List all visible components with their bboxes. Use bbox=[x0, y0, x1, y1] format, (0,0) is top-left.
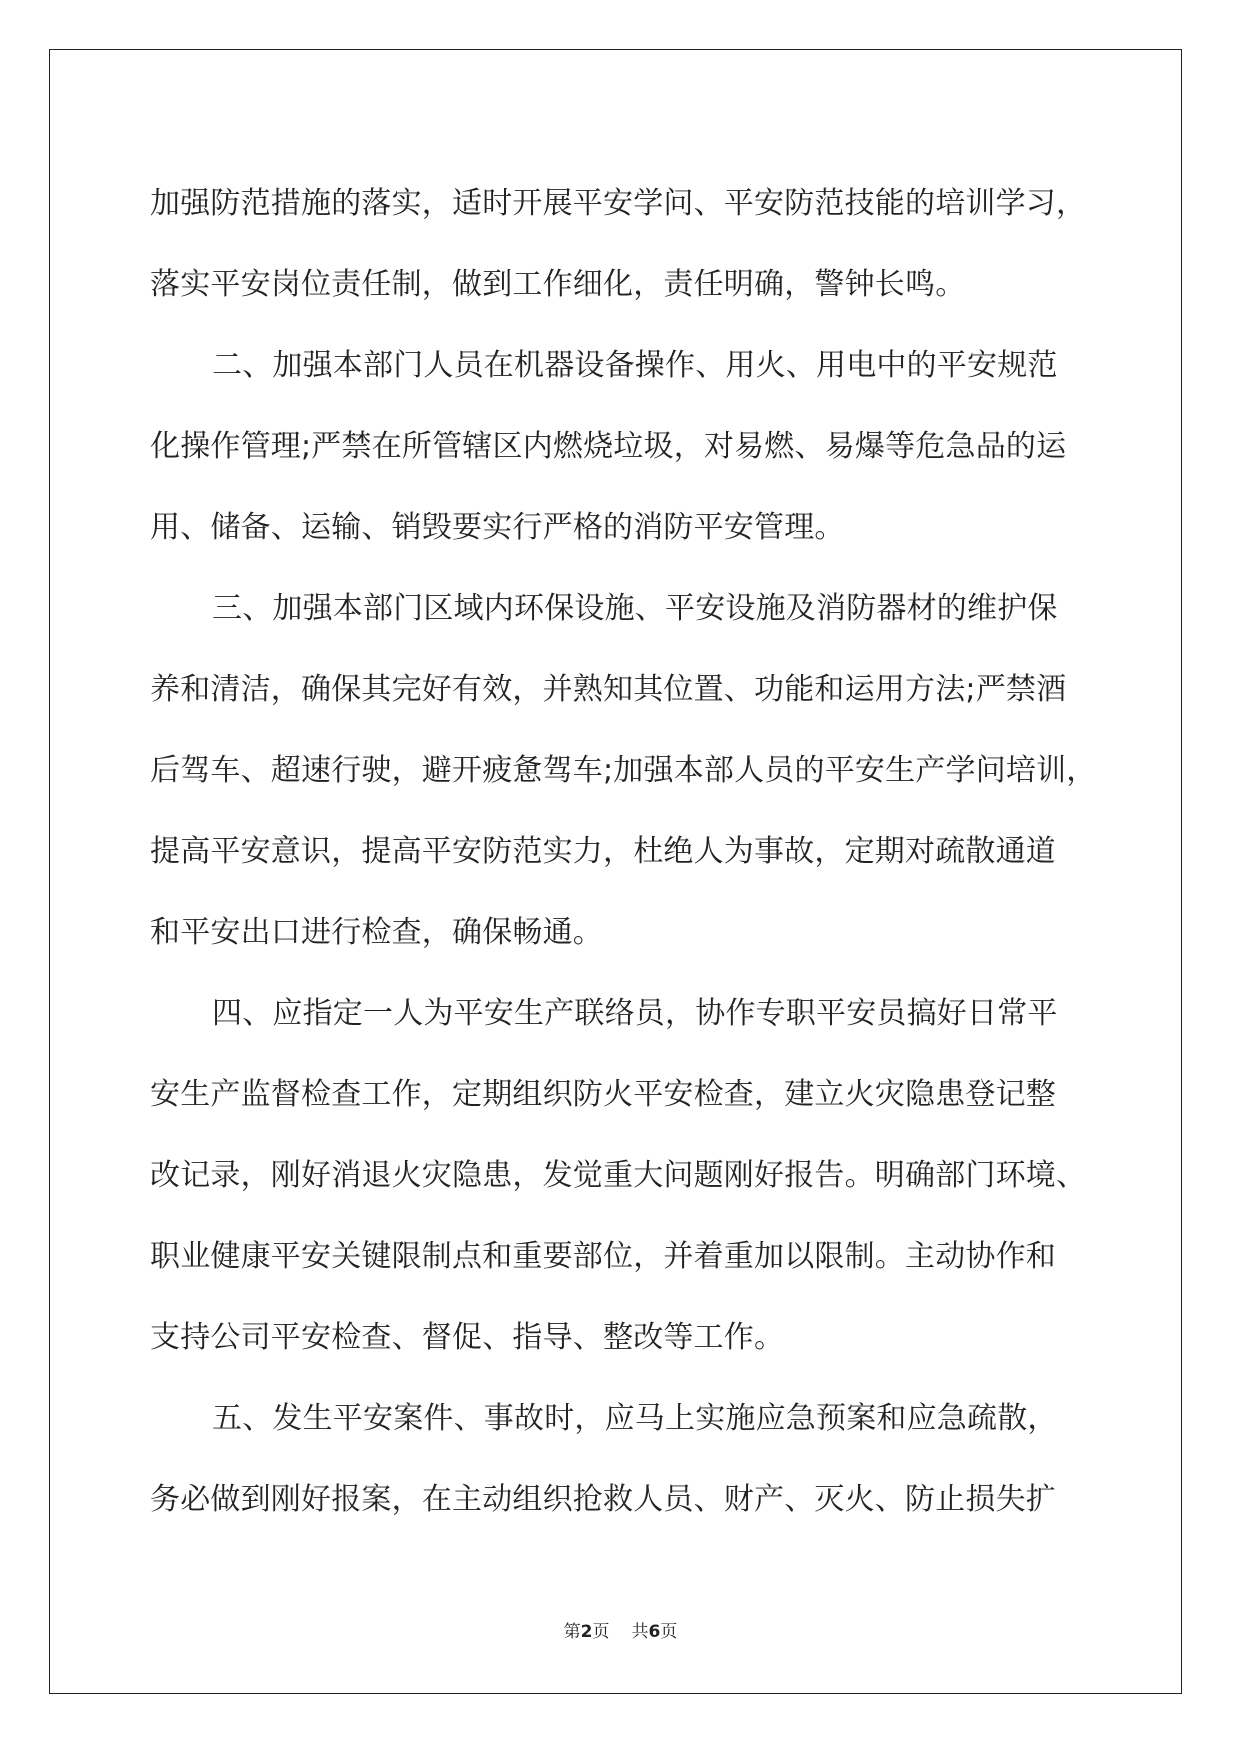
text-line: 用、储备、运输、销毁要实行严格的消防平安管理。 bbox=[150, 510, 845, 545]
text-line: 职业健康平安关键限制点和重要部位，并着重加以限制。主动协作和 bbox=[150, 1239, 1056, 1274]
text-line: 加强防范措施的落实，适时开展平安学问、平安防范技能的培训学习， bbox=[150, 186, 1087, 221]
text-line: 四、应指定一人为平安生产联络员，协作专职平安员搞好日常平 bbox=[212, 996, 1058, 1031]
text-line: 务必做到刚好报案，在主动组织抢救人员、财产、灭火、防止损失扩 bbox=[150, 1482, 1056, 1517]
page-footer bbox=[0, 1617, 1241, 1642]
text-line: 养和清洁，确保其完好有效，并熟知其位置、功能和运用方法;严禁酒 bbox=[150, 672, 1067, 707]
paragraph-item-2 bbox=[150, 325, 1085, 568]
text-line: 和平安出口进行检查，确保畅通。 bbox=[150, 915, 603, 950]
total-prefix: 共 bbox=[631, 1622, 649, 1642]
total-suffix: 页 bbox=[660, 1622, 678, 1642]
document-body bbox=[150, 163, 1097, 1540]
current-page-number: 2 bbox=[580, 1622, 593, 1642]
text-line: 三、加强本部门区域内环保设施、平安设施及消防器材的维护保 bbox=[212, 591, 1058, 626]
text-line: 安生产监督检查工作，定期组织防火平安检查，建立火灾隐患登记整 bbox=[150, 1077, 1056, 1112]
text-line: 提高平安意识，提高平安防范实力，杜绝人为事故，定期对疏散通道 bbox=[150, 834, 1056, 869]
text-line: 支持公司平安检查、督促、指导、整改等工作。 bbox=[150, 1320, 785, 1355]
paragraph-item-5 bbox=[150, 1378, 1085, 1540]
page-suffix: 页 bbox=[592, 1622, 610, 1642]
paragraph-continuation bbox=[150, 163, 1085, 325]
page-prefix: 第 bbox=[563, 1622, 581, 1642]
text-line: 二、加强本部门人员在机器设备操作、用火、用电中的平安规范 bbox=[212, 348, 1058, 383]
text-line: 落实平安岗位责任制，做到工作细化，责任明确，警钟长鸣。 bbox=[150, 267, 966, 302]
paragraph-item-3 bbox=[150, 568, 1097, 973]
text-line: 改记录，刚好消退火灾隐患，发觉重大问题刚好报告。明确部门环境、 bbox=[150, 1158, 1087, 1193]
paragraph-item-4 bbox=[150, 973, 1085, 1378]
text-line: 五、发生平安案件、事故时，应马上实施应急预案和应急疏散， bbox=[212, 1401, 1058, 1436]
text-line: 后驾车、超速行驶，避开疲惫驾车;加强本部人员的平安生产学问培训， bbox=[150, 753, 1097, 788]
total-page-number: 6 bbox=[648, 1622, 661, 1642]
text-line: 化操作管理;严禁在所管辖区内燃烧垃圾，对易燃、易爆等危急品的运 bbox=[150, 429, 1067, 464]
